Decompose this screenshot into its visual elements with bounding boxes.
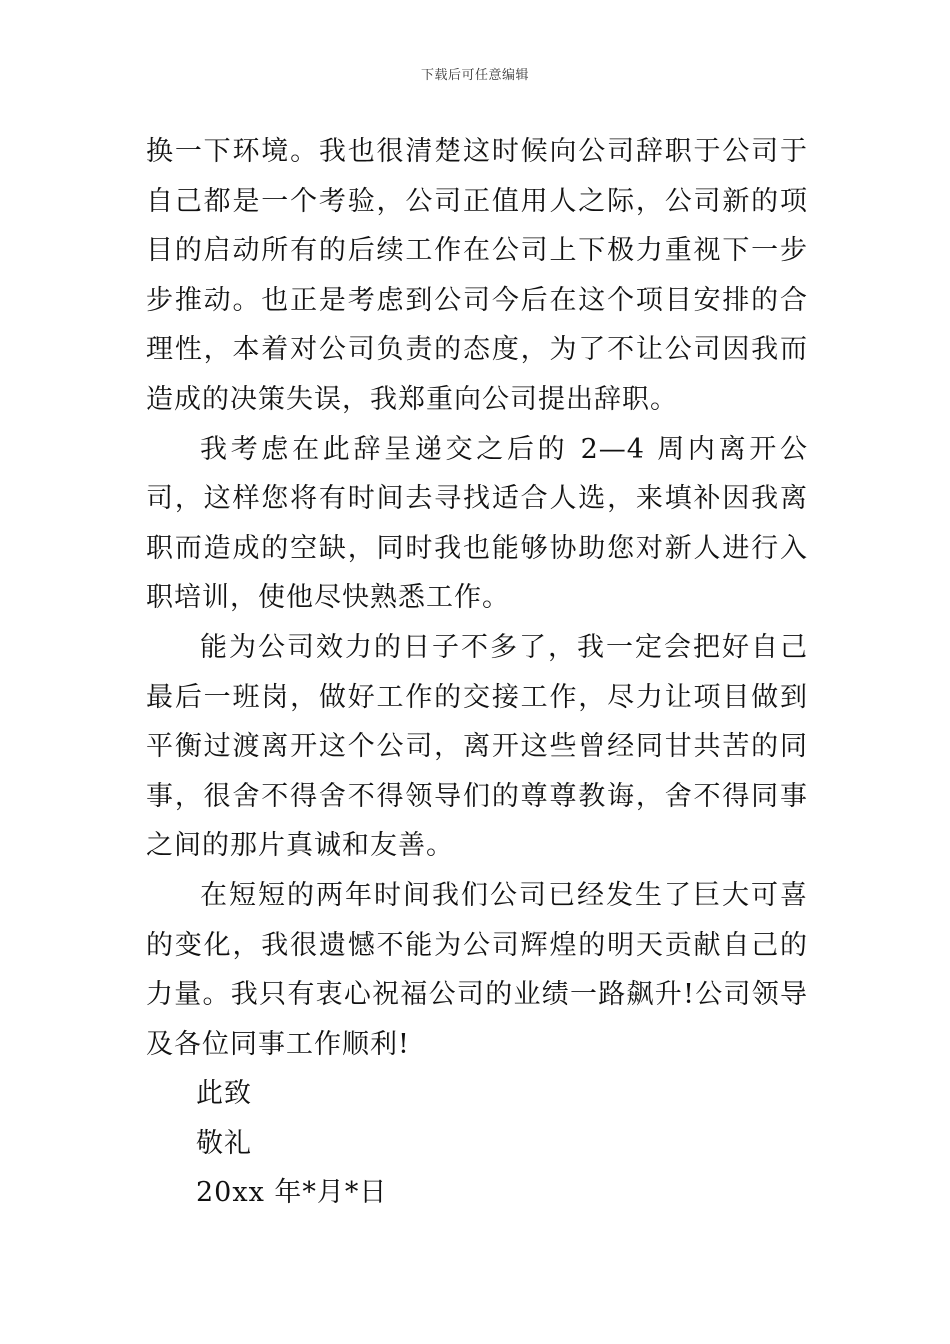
letter-body xyxy=(146,127,808,1218)
paragraph-handover: 能为公司效力的日子不多了，我一定会把好自己最后一班岗，做好工作的交接工作，尽力让项目做到平衡过渡离开这个公司，离开这些曾经同甘共苦的同事，很舍不得舍不得领导们的尊尊教诲，舍不得同事之间的那片真诚和友善。 xyxy=(146,631,808,862)
paragraph-notice-period: 我考虑在此辞呈递交之后的 2—4 周内离开公司，这样您将有时间去寻找适合人选，来填补因我离职而造成的空缺，同时我也能够协助您对新人进行入职培训，使他尽快熟悉工作。 xyxy=(146,433,808,614)
page-header: 下载后可任意编辑 xyxy=(420,68,529,83)
paragraph-continuation: 换一下环境。我也很清楚这时候向公司辞职于公司于自己都是一个考验，公司正值用人之际，公司新的项目的启动所有的后续工作在公司上下极力重视下一步步推动。也正是考虑到公司今后在这个项目安排的合理性，本着对公司负责的态度，为了不让公司因我而造成的决策失误，我郑重向公司提出辞职。 xyxy=(146,136,808,415)
closing-salutation: 此致 xyxy=(196,1078,252,1110)
closing-regards: 敬礼 xyxy=(196,1127,252,1159)
closing-date: 20xx 年*月*日 xyxy=(196,1177,388,1209)
paragraph-best-wishes: 在短短的两年时间我们公司已经发生了巨大可喜的变化，我很遗憾不能为公司辉煌的明天贡献自己的力量。我只有衷心祝福公司的业绩一路飙升!公司领导及各位同事工作顺利! xyxy=(146,879,808,1060)
